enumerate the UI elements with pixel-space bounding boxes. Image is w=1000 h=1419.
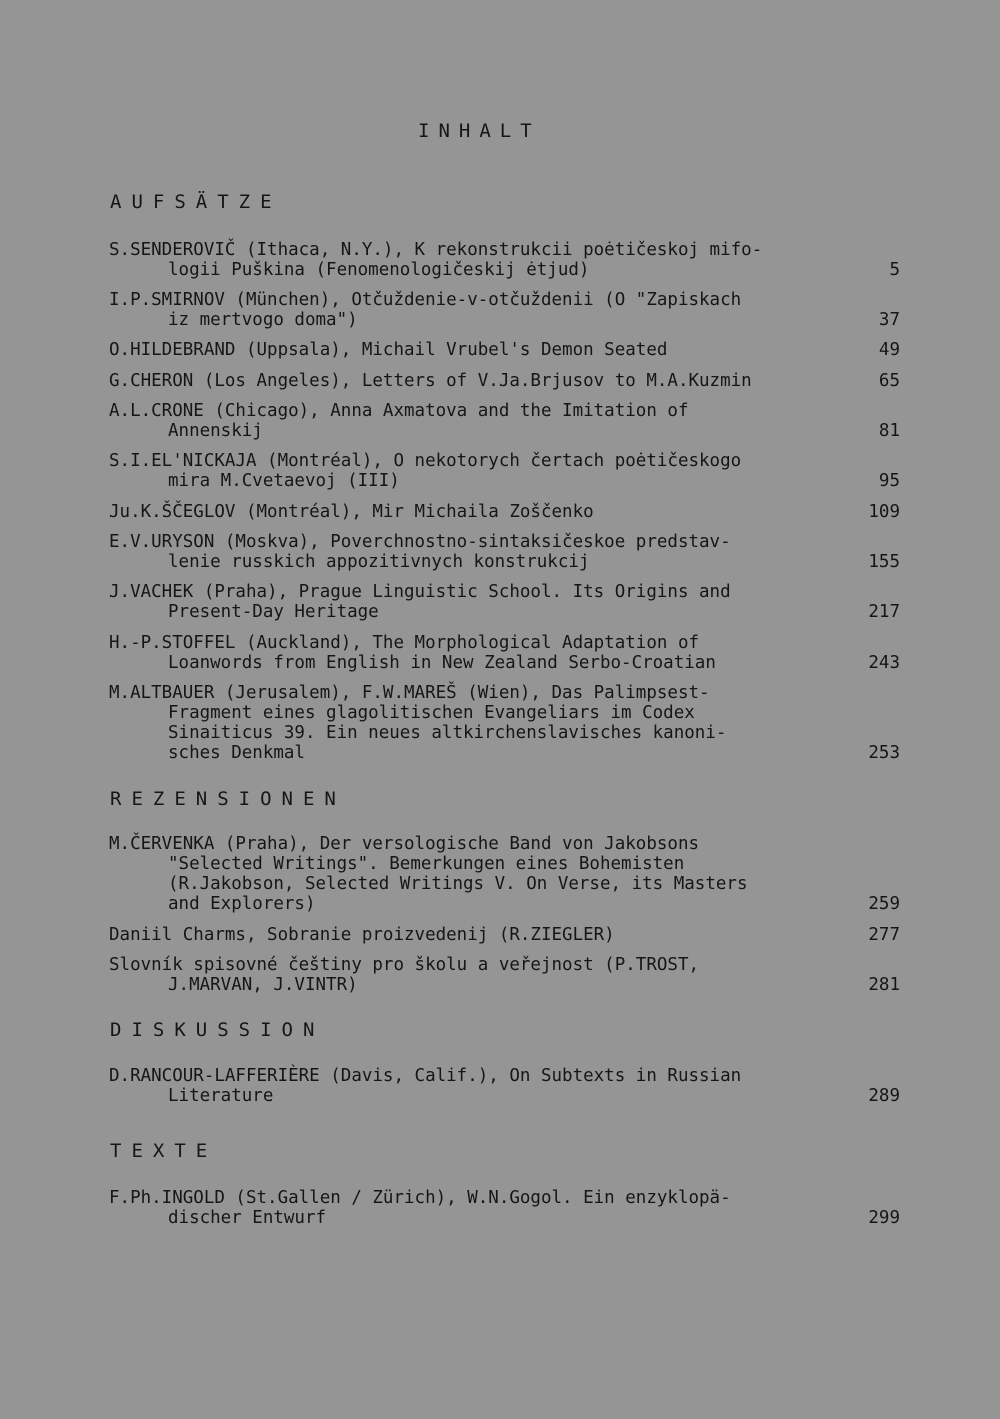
entry-line: discher Entwurf	[168, 1208, 327, 1228]
entry-page-number: 253	[868, 743, 900, 763]
entry-page-number: 65	[878, 371, 900, 391]
entry-line: Annenskij	[168, 421, 263, 441]
page-title: INHALT	[418, 120, 541, 142]
entry-page-number: 109	[868, 502, 900, 522]
entry-line: iz mertvogo doma")	[168, 310, 358, 330]
entry-line: lenie russkich appozitivnych konstrukcij	[168, 552, 590, 572]
entry-page-number: 259	[868, 894, 900, 914]
entry-page-number: 155	[868, 552, 900, 572]
entry-line: E.V.URYSON (Moskva), Poverchnostno-sintaksičeskoe predstav-	[109, 532, 731, 552]
entry-page-number: 299	[868, 1208, 900, 1228]
entry-line: G.CHERON (Los Angeles), Letters of V.Ja.Brjusov to M.A.Kuzmin	[109, 371, 752, 391]
entry-line: H.-P.STOFFEL (Auckland), The Morphological Adaptation of	[109, 633, 700, 653]
entry-line: sches Denkmal	[168, 743, 305, 763]
entry-line: Fragment eines glagolitischen Evangeliars im Codex	[168, 703, 695, 723]
entry-line: Slovník spisovné češtiny pro školu a veřejnost (P.TROST,	[109, 955, 700, 975]
entry-line: O.HILDEBRAND (Uppsala), Michail Vrubel's Demon Seated	[109, 340, 668, 360]
entry-line: S.I.EL'NICKAJA (Montréal), O nekotorych čertach poėtičeskogo	[109, 451, 742, 471]
entry-line: Sinaiticus 39. Ein neues altkirchenslavisches kanoni-	[168, 723, 727, 743]
entry-line: Present-Day Heritage	[168, 602, 379, 622]
entry-page-number: 5	[889, 260, 900, 280]
entry-line: and Explorers)	[168, 894, 316, 914]
entry-page-number: 37	[878, 310, 900, 330]
entry-line: J.VACHEK (Praha), Prague Linguistic School. Its Origins and	[109, 582, 731, 602]
entry-page-number: 81	[878, 421, 900, 441]
entry-line: Daniil Charms, Sobranie proizvedenij (R.ZIEGLER)	[109, 925, 615, 945]
entry-line: "Selected Writings". Bemerkungen eines Bohemisten	[168, 854, 685, 874]
entry-line: Literature	[168, 1086, 274, 1106]
entry-page-number: 289	[868, 1086, 900, 1106]
section-heading-rezensionen: REZENSIONEN	[110, 788, 346, 810]
entry-line: mira M.Cvetaevoj (III)	[168, 471, 400, 491]
entry-page-number: 243	[868, 653, 900, 673]
entry-page-number: 49	[878, 340, 900, 360]
entry-page-number: 281	[868, 975, 900, 995]
section-heading-texte: TEXTE	[110, 1140, 218, 1162]
section-heading-diskussion: DISKUSSION	[110, 1019, 325, 1041]
entry-line: M.ALTBAUER (Jerusalem), F.W.MAREŠ (Wien), Das Palimpsest-	[109, 683, 710, 703]
entry-line: Loanwords from English in New Zealand Serbo-Croatian	[168, 653, 716, 673]
entry-line: J.MARVAN, J.VINTR)	[168, 975, 358, 995]
entry-line: A.L.CRONE (Chicago), Anna Axmatova and the Imitation of	[109, 401, 689, 421]
entry-line: D.RANCOUR-LAFFERIÈRE (Davis, Calif.), On Subtexts in Russian	[109, 1066, 742, 1086]
entry-line: logii Puškina (Fenomenologičeskij ėtjud)	[168, 260, 590, 280]
entry-page-number: 95	[878, 471, 900, 491]
entry-line: F.Ph.INGOLD (St.Gallen / Zürich), W.N.Gogol. Ein enzyklopä-	[109, 1188, 731, 1208]
entry-line: S.SENDEROVIČ (Ithaca, N.Y.), K rekonstrukcii poėtičeskoj mifo-	[109, 240, 763, 260]
entry-line: Ju.K.ŠČEGLOV (Montréal), Mir Michaila Zoščenko	[109, 502, 594, 522]
entry-page-number: 217	[868, 602, 900, 622]
entry-page-number: 277	[868, 925, 900, 945]
entry-line: I.P.SMIRNOV (München), Otčuždenie-v-otčuždenii (O "Zapiskach	[109, 290, 742, 310]
entry-line: M.ČERVENKA (Praha), Der versologische Band von Jakobsons	[109, 834, 700, 854]
entry-line: (R.Jakobson, Selected Writings V. On Verse, its Masters	[168, 874, 748, 894]
section-heading-aufsaetze: AUFSÄTZE	[110, 191, 282, 213]
